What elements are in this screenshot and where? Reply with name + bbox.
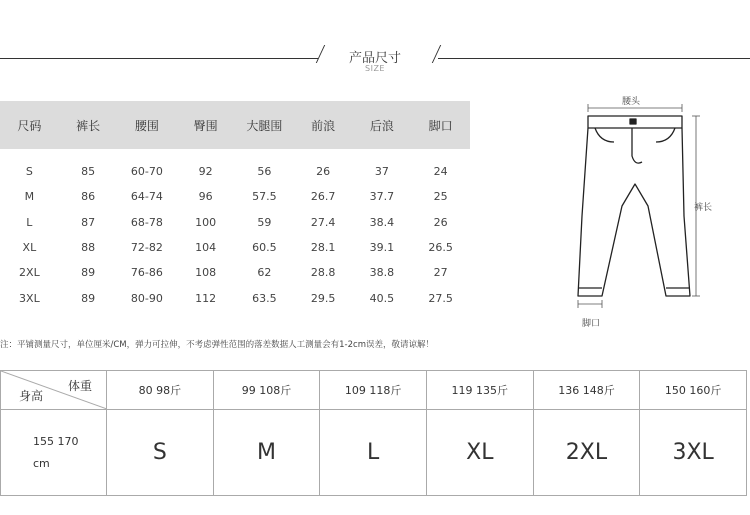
size-cell: 62 bbox=[257, 266, 272, 280]
size-cell: 27 bbox=[433, 266, 448, 280]
section-title bbox=[0, 40, 750, 80]
weight-cell: 119 135斤 bbox=[426, 371, 533, 410]
size-cell: 64-74 bbox=[130, 190, 163, 204]
fit-corner-cell bbox=[1, 371, 107, 410]
length-label: 裤长 bbox=[694, 203, 713, 213]
title-cn: 产品尺寸 bbox=[348, 51, 401, 66]
size-cell: 26 bbox=[433, 215, 448, 229]
size-cell: 26.5 bbox=[428, 241, 453, 255]
size-cell: 3XL bbox=[640, 410, 747, 496]
weight-cell: 80 98斤 bbox=[107, 371, 214, 410]
header-cell: 尺码 bbox=[0, 101, 59, 149]
weight-cell: 99 108斤 bbox=[213, 371, 320, 410]
size-cell: M bbox=[24, 190, 35, 204]
size-cell: 85 bbox=[81, 165, 96, 179]
size-row bbox=[0, 285, 470, 310]
size-cell: 2XL bbox=[19, 266, 40, 280]
size-cell: 60-70 bbox=[130, 165, 163, 179]
fit-size-row bbox=[1, 410, 747, 496]
header-cell: 前浪 bbox=[294, 101, 353, 149]
size-cell: 28.1 bbox=[310, 241, 336, 255]
size-cell: L bbox=[26, 215, 33, 229]
size-cell: M bbox=[213, 410, 320, 496]
header-cell: 后浪 bbox=[353, 101, 412, 149]
size-cell: 89 bbox=[81, 291, 96, 305]
size-cell: 72-82 bbox=[130, 241, 163, 255]
header-cell: 臀围 bbox=[176, 101, 235, 149]
size-cell: 100 bbox=[195, 215, 217, 229]
size-cell: 3XL bbox=[19, 291, 40, 305]
size-chart-table bbox=[0, 101, 470, 311]
size-row bbox=[0, 260, 470, 285]
fit-header-row bbox=[1, 371, 747, 410]
size-cell: 112 bbox=[195, 291, 217, 305]
header-cell: 脚口 bbox=[411, 101, 470, 149]
header-cell: 裤长 bbox=[59, 101, 118, 149]
size-cell: 92 bbox=[198, 165, 213, 179]
title-en: SIZE bbox=[365, 64, 385, 73]
size-cell: 39.1 bbox=[369, 241, 395, 255]
pants-illustration bbox=[560, 96, 750, 336]
size-cell: 86 bbox=[81, 190, 96, 204]
size-cell: 96 bbox=[198, 190, 213, 204]
size-cell: 26.7 bbox=[310, 190, 336, 204]
size-cell: XL bbox=[22, 241, 37, 255]
size-table-header bbox=[0, 101, 470, 149]
fit-guide-table bbox=[0, 370, 747, 496]
size-cell: 104 bbox=[195, 241, 217, 255]
size-cell: 80-90 bbox=[130, 291, 163, 305]
size-cell: 40.5 bbox=[369, 291, 395, 305]
size-cell: 25 bbox=[433, 190, 448, 204]
pants-diagram bbox=[560, 96, 750, 336]
size-cell: 2XL bbox=[533, 410, 640, 496]
waist-label: 腰头 bbox=[622, 97, 641, 107]
size-cell: 68-78 bbox=[130, 215, 163, 229]
weight-cell: 136 148斤 bbox=[533, 371, 640, 410]
size-cell: 28.8 bbox=[310, 266, 336, 280]
size-cell: XL bbox=[426, 410, 533, 496]
size-cell: 27.5 bbox=[428, 291, 453, 305]
size-row bbox=[0, 235, 470, 260]
size-cell: 57.5 bbox=[252, 190, 277, 204]
size-cell: 88 bbox=[81, 241, 96, 255]
size-cell: 76-86 bbox=[130, 266, 163, 280]
size-cell: 24 bbox=[433, 165, 448, 179]
size-cell: S bbox=[107, 410, 214, 496]
size-cell: 89 bbox=[81, 266, 96, 280]
size-cell: 63.5 bbox=[252, 291, 277, 305]
height-range: 155 170 bbox=[33, 434, 79, 448]
size-row bbox=[0, 210, 470, 235]
header-cell: 腰围 bbox=[118, 101, 177, 149]
height-label: 身高 bbox=[19, 389, 44, 403]
measurement-note: 注：平铺测量尺寸，单位厘米/CM，弹力可拉伸，不考虑弹性范围的落差数据人工测量会有1-2cm误差，敬请谅解！ bbox=[0, 340, 434, 350]
hem-label: 脚口 bbox=[582, 319, 601, 329]
size-cell: 29.5 bbox=[310, 291, 336, 305]
size-cell: 37.7 bbox=[369, 190, 395, 204]
weight-cell: 150 160斤 bbox=[640, 371, 747, 410]
size-row bbox=[0, 159, 470, 184]
size-cell: 108 bbox=[195, 266, 217, 280]
size-cell: 87 bbox=[81, 215, 96, 229]
height-unit: cm bbox=[33, 456, 50, 470]
size-cell: 37 bbox=[374, 165, 389, 179]
size-cell: 60.5 bbox=[252, 241, 277, 255]
size-cell: S bbox=[25, 165, 33, 179]
size-cell: 38.8 bbox=[369, 266, 395, 280]
weight-label: 体重 bbox=[67, 379, 92, 393]
title-rule-right bbox=[438, 58, 750, 59]
height-cell bbox=[1, 410, 107, 496]
size-cell: 38.4 bbox=[369, 215, 395, 229]
header-cell: 大腿围 bbox=[235, 101, 294, 149]
size-cell: 27.4 bbox=[310, 215, 336, 229]
size-cell: 56 bbox=[257, 165, 272, 179]
size-cell: 26 bbox=[316, 165, 331, 179]
weight-cell: 109 118斤 bbox=[320, 371, 427, 410]
spacer bbox=[0, 149, 470, 159]
size-cell: L bbox=[320, 410, 427, 496]
size-row bbox=[0, 184, 470, 209]
size-cell: 59 bbox=[257, 215, 272, 229]
